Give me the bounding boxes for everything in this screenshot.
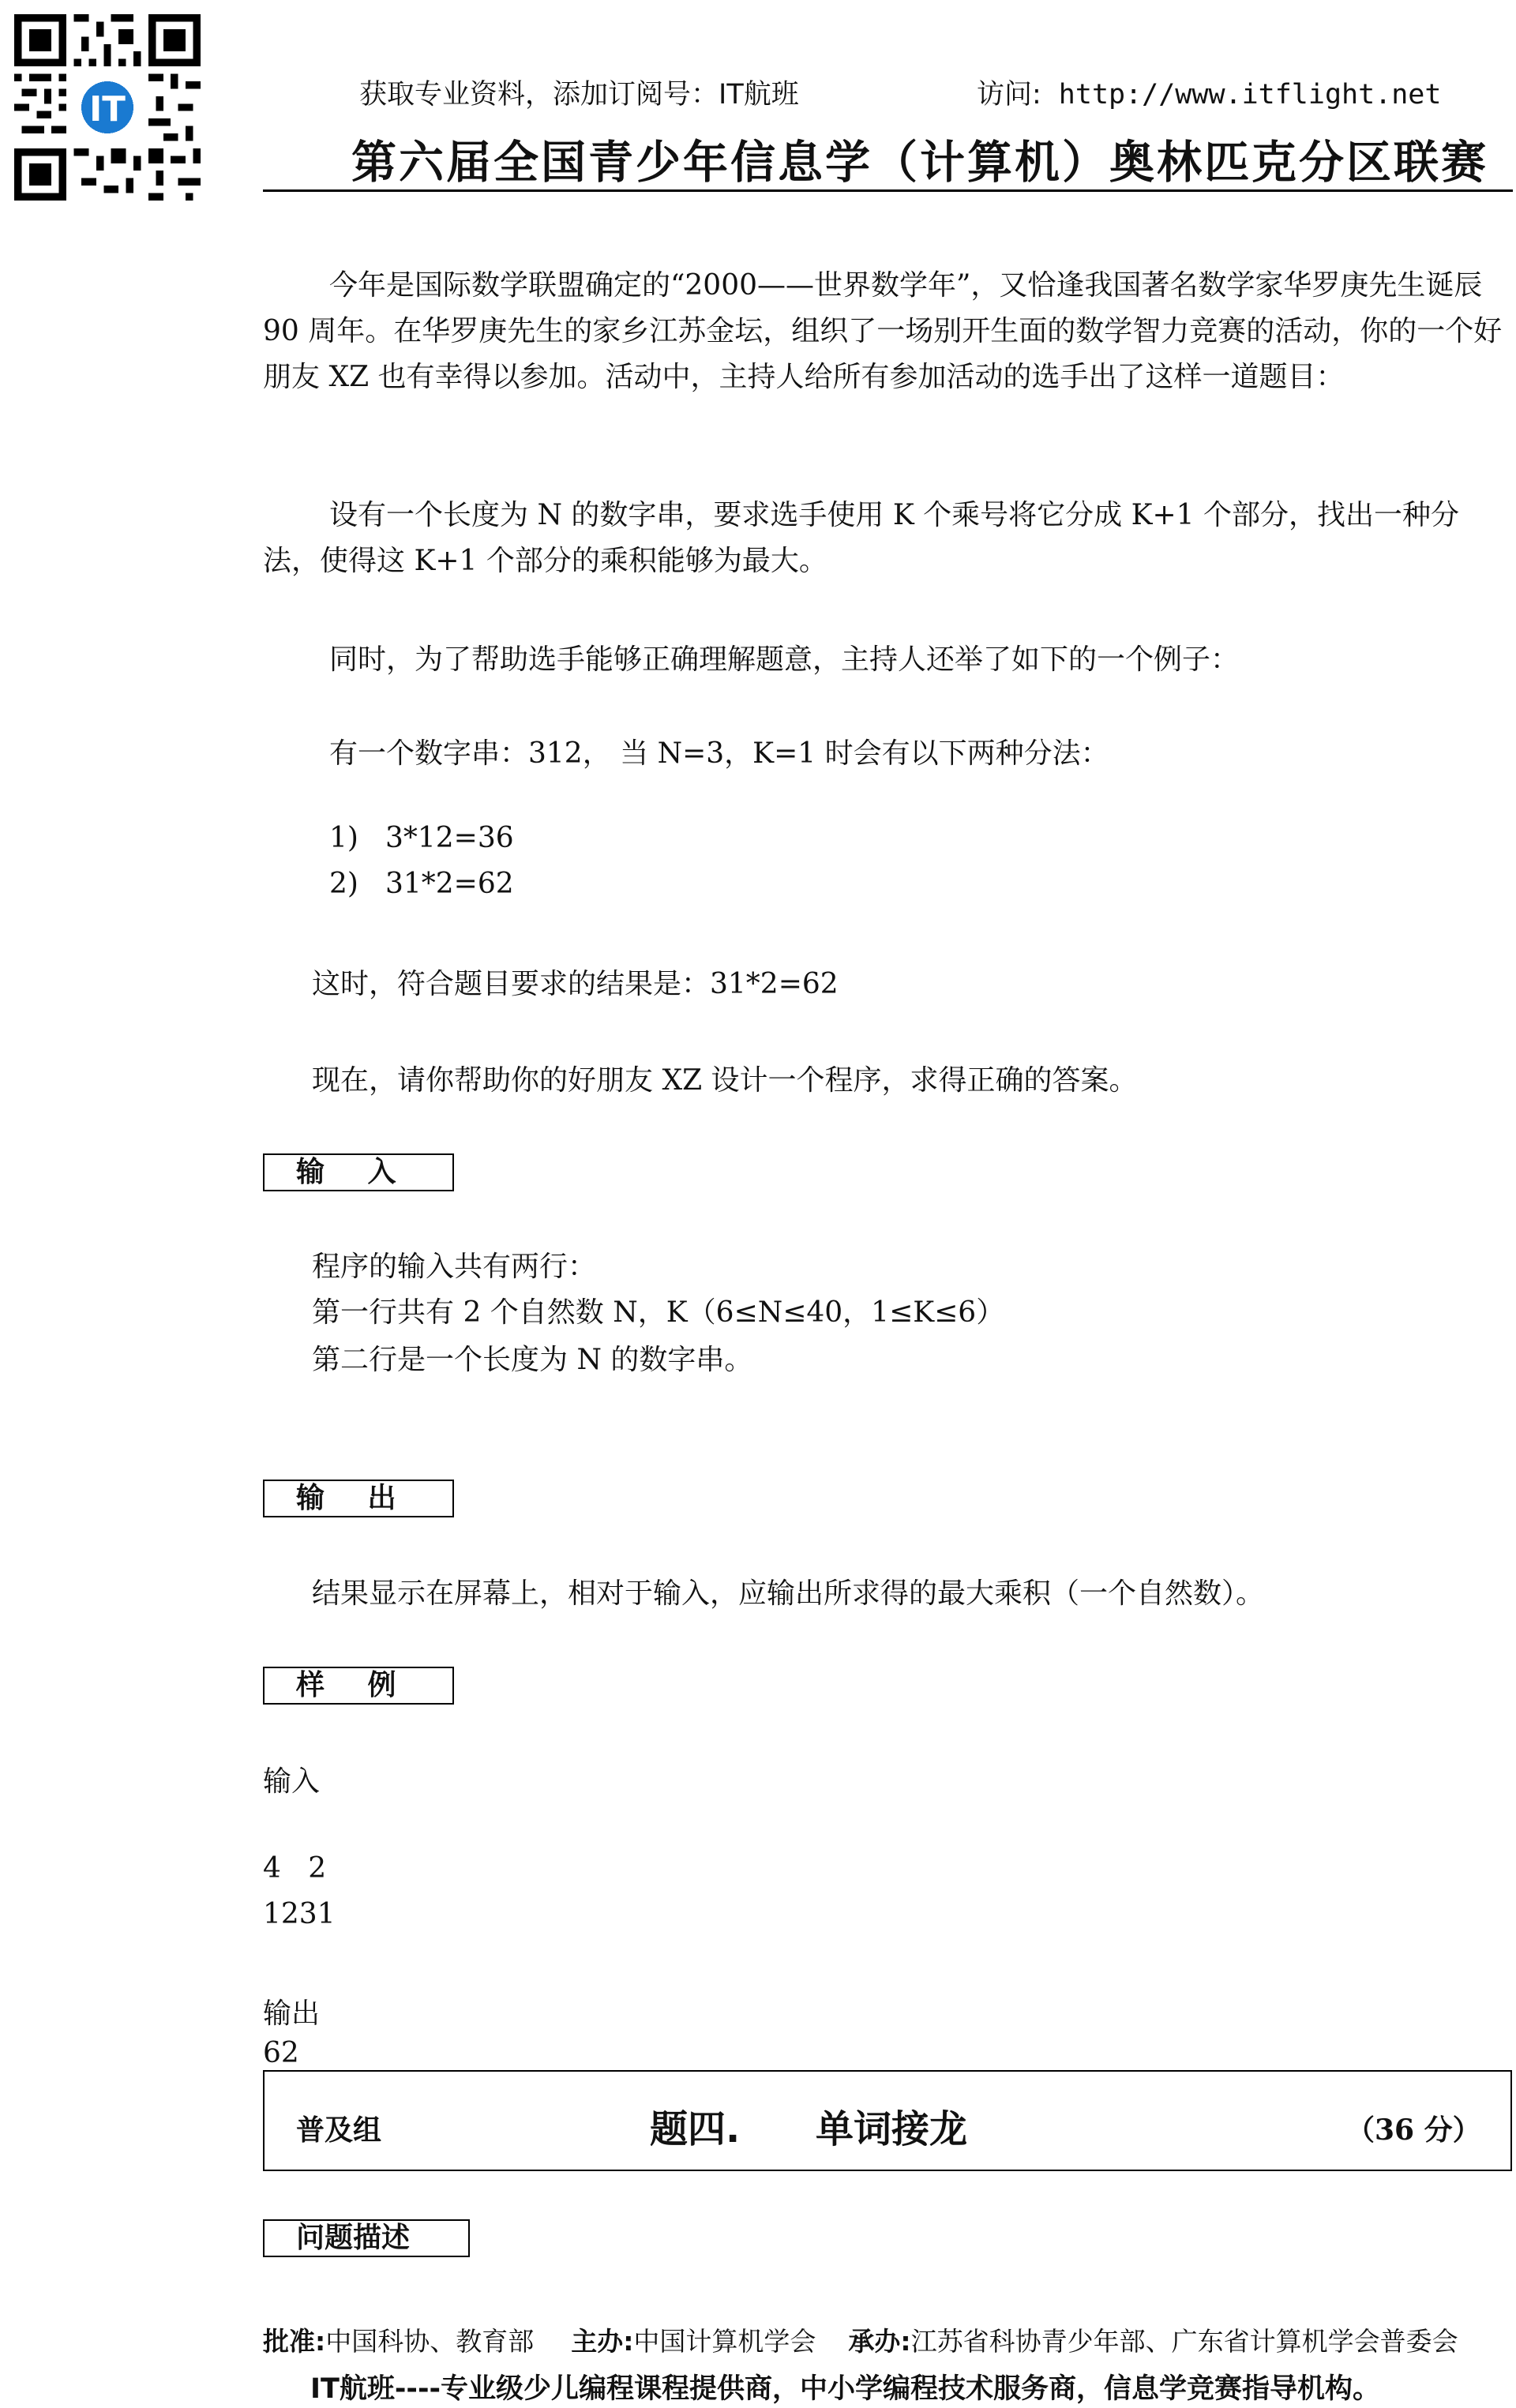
sample-output-value: 62	[263, 2037, 299, 2069]
sample-input-line: 1231	[263, 1898, 336, 1930]
problem-name: 单词接龙	[816, 2107, 968, 2151]
sample-heading: 样 例	[296, 1669, 396, 1701]
intro-text: 今年是国际数学联盟确定的“2000——世界数学年”，又恰逢我国著名数学家华罗庚先生诞辰 90 周年。在华罗庚先生的家乡江苏金坛，组织了一场别开生面的数学智力竞赛的活动，你的一个好朋友 XZ 也有幸得以参加。活动中，主持人给所有参加活动的选手出了这样一道题目：	[263, 269, 1503, 393]
svg-text:IT: IT	[89, 89, 126, 129]
input-line: 第二行是一个长度为 N 的数字串。	[312, 1344, 753, 1376]
example-intro: 同时，为了帮助选手能够正确理解题意，主持人还举了如下的一个例子：	[329, 643, 1240, 676]
footer-it-line: IT航班----专业级少儿编程课程提供商，中小学编程技术服务商，信息学竞赛指导机构。	[310, 2373, 1381, 2405]
output-heading: 输 出	[296, 1482, 396, 1514]
option-number: 2)	[329, 868, 358, 900]
organizer-value: 江苏省科协青少年部、广东省计算机学会普委会	[910, 2326, 1458, 2357]
problem-desc-heading: 问题描述	[296, 2222, 411, 2254]
host-value: 中国计算机学会	[633, 2326, 816, 2357]
header-promo: 获取专业资料，添加订阅号：IT航班	[359, 79, 799, 111]
problem-group: 普及组	[296, 2114, 382, 2147]
option-number: 1)	[329, 822, 358, 854]
header-divider	[263, 189, 1513, 192]
host-label: 主办:	[571, 2326, 634, 2357]
option-expression: 31*2=62	[385, 868, 514, 900]
input-line: 第一行共有 2 个自然数 N，K（6≤N≤40，1≤K≤6）	[312, 1296, 1005, 1329]
task-line: 现在，请你帮助你的好朋友 XZ 设计一个程序，求得正确的答案。	[312, 1064, 1138, 1097]
approve-label: 批准:	[263, 2326, 326, 2357]
next-problem-header	[263, 2070, 1512, 2171]
output-line: 结果显示在屏幕上，相对于输入，应输出所求得的最大乘积（一个自然数）。	[312, 1577, 1265, 1610]
sample-input-label: 输入	[263, 1765, 321, 1798]
output-heading-box	[263, 1480, 454, 1517]
problem-paragraph	[263, 493, 1510, 584]
page-title: 第六届全国青少年信息学（计算机）奥林匹克分区联赛	[351, 137, 1488, 189]
header-visit-label: 访问:	[977, 79, 1041, 111]
example-line: 有一个数字串：312， 当 N=3，K=1 时会有以下两种分法：	[329, 737, 1109, 770]
input-line: 程序的输入共有两行：	[312, 1251, 597, 1283]
footer-organizers	[263, 2321, 1458, 2358]
intro-paragraph	[263, 263, 1510, 400]
approve-value: 中国科协、教育部	[325, 2326, 535, 2357]
problem-score: （36 分）	[1346, 2114, 1481, 2147]
result-line: 这时，符合题目要求的结果是：31*2=62	[312, 968, 839, 1000]
sample-input-line: 4 2	[263, 1852, 327, 1885]
header-url-link[interactable]: http://www.itflight.net	[1058, 79, 1442, 111]
sample-output-label: 输出	[263, 1997, 321, 2030]
qr-code	[14, 14, 201, 201]
problem-text: 设有一个长度为 N 的数字串，要求选手使用 K 个乘号将它分成 K+1 个部分，找出一种分法，使得这 K+1 个部分的乘积能够为最大。	[263, 499, 1460, 577]
input-heading: 输 入	[296, 1156, 396, 1188]
problem-desc-heading-box	[263, 2219, 470, 2257]
sample-heading-box	[263, 1667, 454, 1705]
header-visit	[977, 73, 1441, 112]
option-item	[329, 822, 514, 854]
option-item	[329, 868, 514, 900]
organizer-label: 承办:	[848, 2326, 911, 2357]
input-heading-box	[263, 1153, 454, 1191]
option-expression: 3*12=36	[385, 822, 514, 854]
problem-number: 题四.	[650, 2107, 741, 2151]
